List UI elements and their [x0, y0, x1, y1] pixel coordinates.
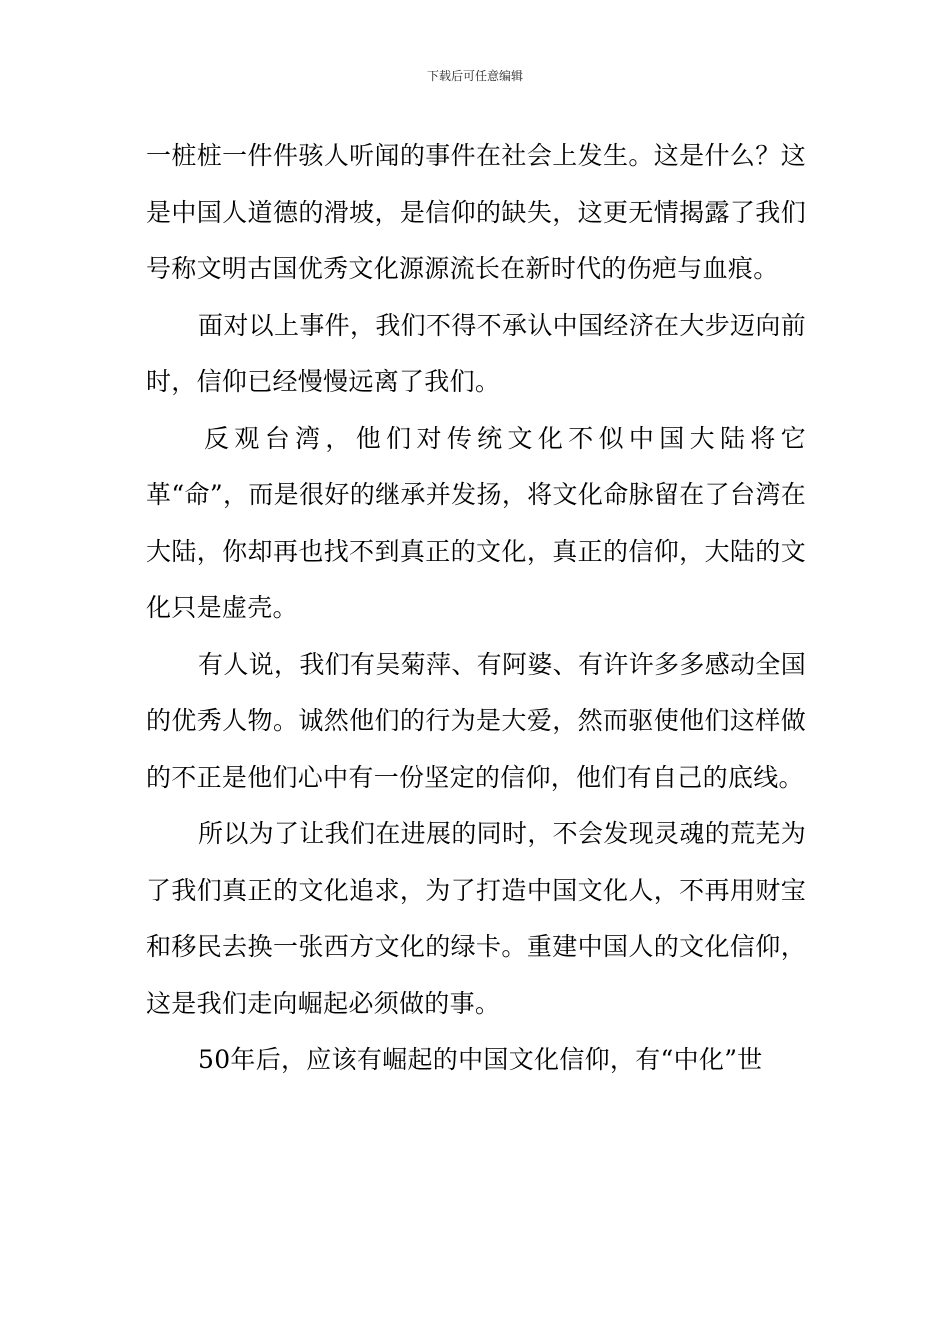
- header-note: 下载后可任意编辑: [426, 69, 523, 83]
- paragraph-4: 有人说，我们有吴菊萍、有阿婆、有许许多多感动全国的优秀人物。诚然他们的行为是大爱，然而驱使他们这样做的不正是他们心中有一份坚定的信仰，他们有自己的底线。: [146, 649, 806, 792]
- paragraph-1: 一桩桩一件件骇人听闻的事件在社会上发生。这是什么？这是中国人道德的滑坡，是信仰的缺失，这更无情揭露了我们号称文明古国优秀文化源源流长在新时代的伤疤与血痕。: [146, 141, 806, 283]
- paragraph-2: 面对以上事件，我们不得不承认中国经济在大步迈向前时，信仰已经慢慢远离了我们。: [146, 310, 806, 396]
- paragraph-5: 所以为了让我们在进展的同时，不会发现灵魂的荒芜为了我们真正的文化追求，为了打造中国文化人，不再用财宝和移民去换一张西方文化的绿卡。重建中国人的文化信仰，这是我们走向崛起必须做的事。: [146, 819, 806, 1018]
- paragraph-6: 50年后，应该有崛起的中国文化信仰，有“中化”世: [198, 1045, 763, 1074]
- document-body: [146, 128, 806, 1089]
- paragraph-3: 反观台湾，他们对传统文化不似中国大陆将它革“命”，而是很好的继承并发扬，将文化命脉留在了台湾在大陆，你却再也找不到真正的文化，真正的信仰，大陆的文化只是虚壳。: [146, 423, 806, 622]
